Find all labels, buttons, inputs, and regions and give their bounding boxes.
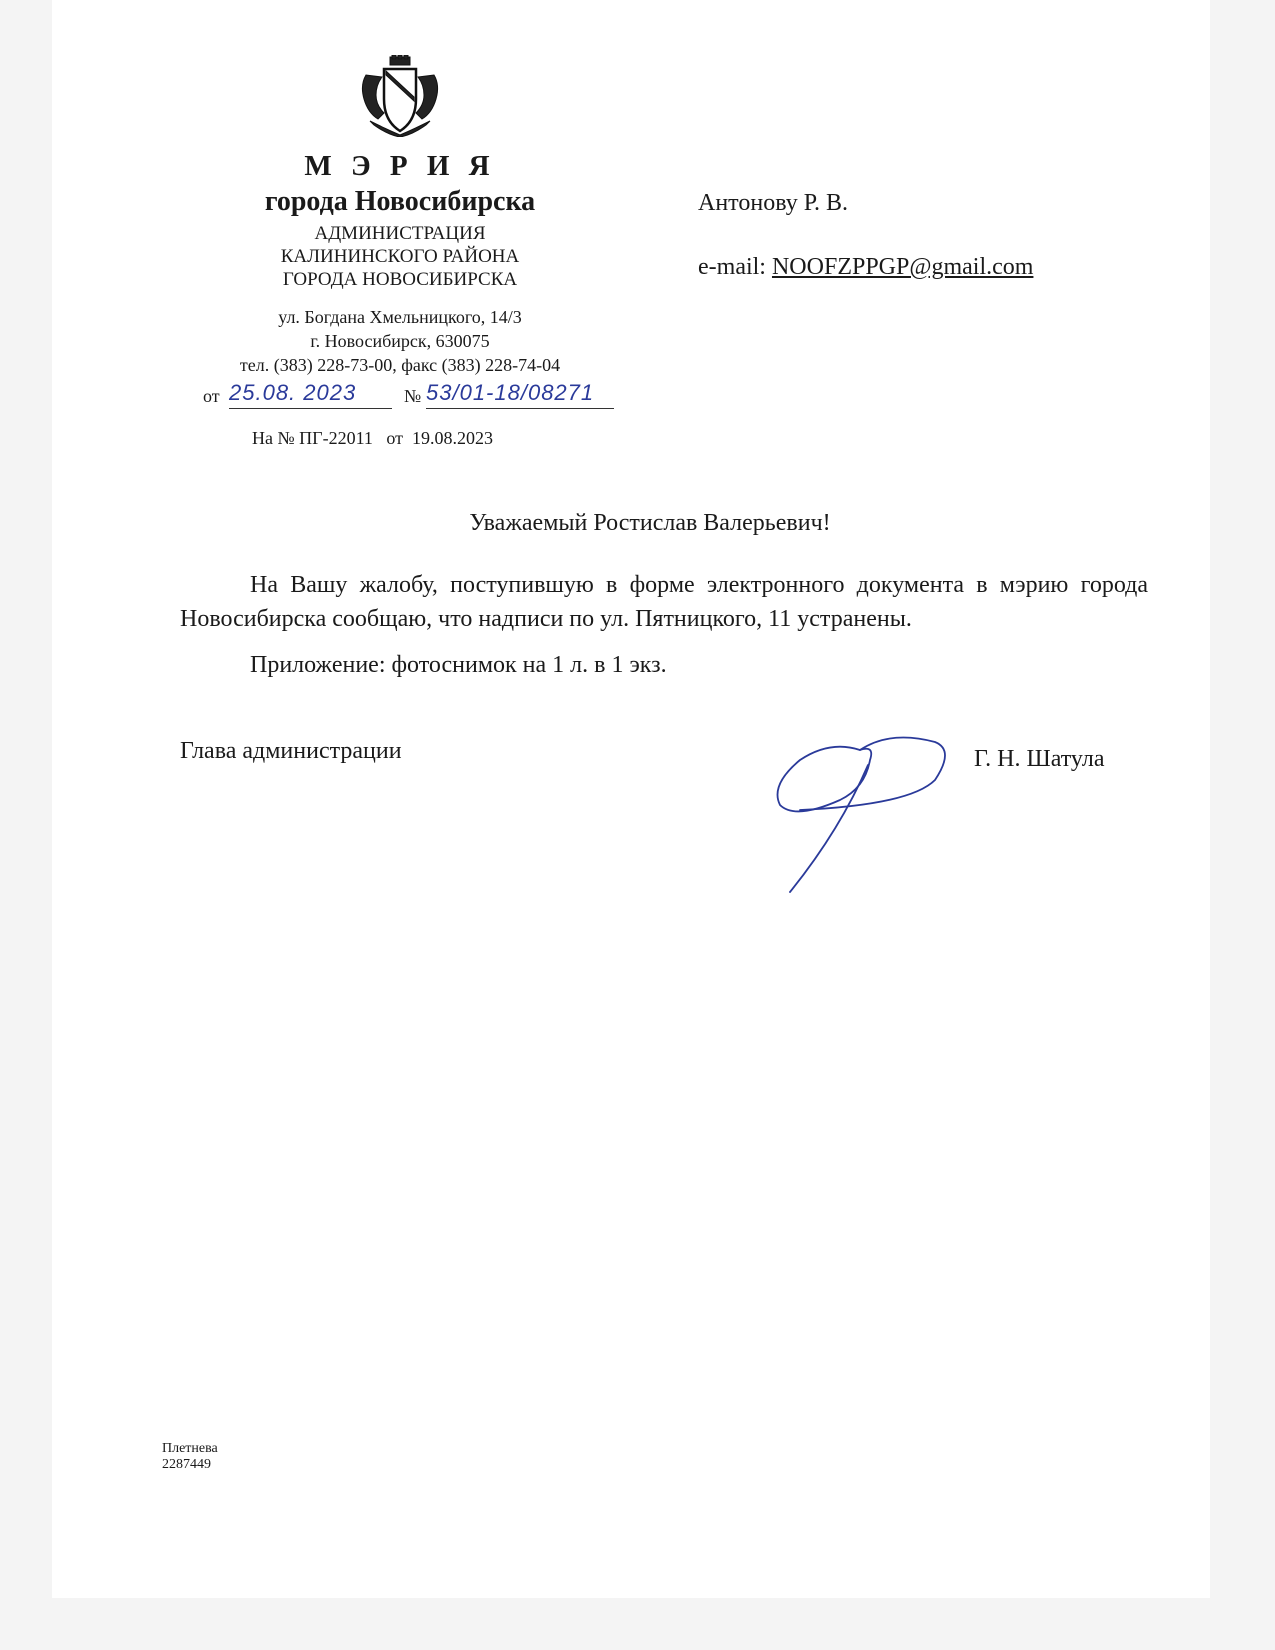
reply-date-prefix: от [386,428,404,448]
reply-number: ПГ-22011 [299,428,373,448]
email-label: e-mail: [698,254,766,280]
number-prefix: № [404,386,422,406]
org-title: М Э Р И Я [304,150,496,182]
number-field [426,380,614,409]
org-address-street: ул. Богдана Хмельницкого, 14/3 [278,307,522,327]
org-subtitle-3: ГОРОДА НОВОСИБИРСКА [282,269,518,290]
org-subtitle-1: АДМИНИСТРАЦИЯ [314,223,486,244]
coat-of-arms-icon [356,55,444,137]
executor-name: Плетнева [162,1441,218,1456]
executor-phone: 2287449 [162,1457,211,1472]
main-paragraph [180,568,1148,636]
org-phone: тел. (383) 228-73-00, факс (383) 228-74-04 [239,355,561,375]
email-link[interactable]: NOOFZPPGP@gmail.com [771,254,1034,280]
reply-reference [252,428,493,449]
recipient-name: Антонову Р. В. [698,190,849,216]
org-city: города Новосибирска [264,186,536,217]
attachment-note: Приложение: фотоснимок на 1 л. в 1 экз. [250,652,667,678]
org-subtitle-2: КАЛИНИНСКОГО РАЙОНА [280,246,520,267]
registration-date: 25.08. 2023 [229,380,357,405]
reply-prefix: На № [252,428,295,448]
main-paragraph-text: На Вашу жалобу, поступившую в форме электронного документа в мэрию города Новосибирска сообщаю, что надписи по ул. Пятницкого, 11 устранены. [180,572,1148,632]
signatory-name: Г. Н. Шатула [974,746,1105,772]
signatory-position: Глава администрации [180,738,402,764]
handwritten-signature [760,720,960,900]
org-address-city: г. Новосибирск, 630075 [310,331,490,351]
date-field [229,380,392,409]
reply-date: 19.08.2023 [412,428,494,448]
registration-number: 53/01-18/08271 [426,380,595,405]
date-prefix: от [203,386,220,406]
recipient-email-line [698,254,1033,281]
salutation: Уважаемый Ростислав Валерьевич! [469,510,831,536]
